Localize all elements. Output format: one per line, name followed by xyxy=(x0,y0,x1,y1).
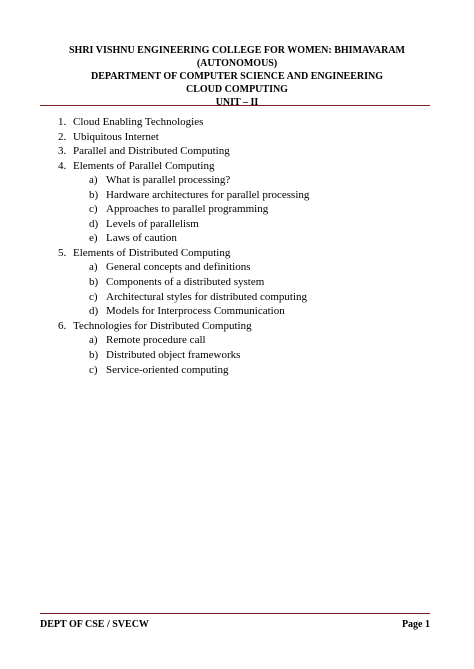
toc-item-number: 6. xyxy=(58,319,67,332)
toc-subitem xyxy=(58,275,438,290)
toc-item xyxy=(58,319,438,334)
toc-item xyxy=(58,144,438,159)
toc-item-number: 3. xyxy=(58,145,67,157)
toc-subitem-letter: d) xyxy=(89,305,99,318)
toc-subitem-letter: a) xyxy=(89,261,98,274)
toc-subitem xyxy=(58,188,438,203)
toc-subitem xyxy=(58,290,438,305)
toc-item-number: 4. xyxy=(58,159,67,172)
toc-subitem-title: Hardware architectures for parallel processing xyxy=(106,188,310,201)
toc-subitem-title: Remote procedure call xyxy=(106,334,206,347)
toc-item xyxy=(58,159,438,174)
toc-subitem-letter: c) xyxy=(89,363,98,376)
toc-item-number: 2. xyxy=(58,130,67,143)
toc-subitem-title: Approaches to parallel programming xyxy=(106,203,269,216)
toc-subitem-title: Components of a distributed system xyxy=(106,276,265,289)
toc-subitem-letter: c) xyxy=(89,290,98,303)
toc-subitem-letter: d) xyxy=(89,217,99,230)
toc-item xyxy=(58,115,438,130)
toc-subitem xyxy=(58,173,438,188)
toc-subitem-title: General concepts and definitions xyxy=(106,261,251,274)
toc-subitem-title: What is parallel processing? xyxy=(106,174,231,186)
footer-department: DEPT OF CSE / SVECW xyxy=(40,619,149,630)
toc-item-number: 1. xyxy=(58,116,67,128)
toc-subitem-letter: b) xyxy=(89,276,99,289)
toc-item-title: Ubiquitous Internet xyxy=(73,130,159,143)
page-number: Page 1 xyxy=(401,619,430,630)
toc-item-title: Cloud Enabling Technologies xyxy=(73,116,204,128)
toc-subitem xyxy=(58,260,438,275)
toc-subitem xyxy=(58,304,438,319)
toc-subitem xyxy=(58,217,438,232)
toc-subitem-letter: e) xyxy=(89,232,98,245)
toc-item xyxy=(58,246,438,261)
toc-subitem-title: Models for Interprocess Communication xyxy=(106,305,285,318)
toc-subitem-title: Distributed object frameworks xyxy=(106,348,241,361)
toc-subitem xyxy=(58,231,438,246)
toc-item-title: Parallel and Distributed Computing xyxy=(73,145,230,157)
toc-subitem xyxy=(58,202,438,217)
toc-item-title: Elements of Parallel Computing xyxy=(73,159,215,172)
toc-item-number: 5. xyxy=(58,246,67,259)
toc-subitem-letter: c) xyxy=(89,203,98,216)
table-of-contents xyxy=(58,115,438,377)
toc-subitem xyxy=(58,348,438,363)
toc-subitem-letter: b) xyxy=(89,188,99,201)
toc-subitem-title: Architectural styles for distributed computing xyxy=(106,290,308,303)
unit-title: UNIT – II xyxy=(215,97,259,108)
toc-item-title: Technologies for Distributed Computing xyxy=(73,319,252,332)
college-name: SHRI VISHNU ENGINEERING COLLEGE FOR WOMEN: BHIMAVARAM xyxy=(69,45,405,56)
subject-title: CLOUD COMPUTING xyxy=(186,84,288,95)
autonomous-label: (AUTONOMOUS) xyxy=(196,58,278,69)
toc-item xyxy=(58,130,438,145)
footer-divider xyxy=(40,613,430,614)
toc-subitem-title: Laws of caution xyxy=(106,232,177,245)
page-header xyxy=(40,44,434,109)
toc-subitem xyxy=(58,363,438,378)
toc-subitem xyxy=(58,333,438,348)
header-divider xyxy=(40,105,430,106)
department-name: DEPARTMENT OF COMPUTER SCIENCE AND ENGINEERING xyxy=(91,71,383,82)
toc-subitem-letter: a) xyxy=(89,334,98,347)
toc-item-title: Elements of Distributed Computing xyxy=(73,246,231,259)
toc-subitem-letter: b) xyxy=(89,348,99,361)
toc-subitem-title: Service-oriented computing xyxy=(106,363,229,376)
toc-subitem-letter: a) xyxy=(89,174,98,186)
toc-subitem-title: Levels of parallelism xyxy=(106,217,199,230)
